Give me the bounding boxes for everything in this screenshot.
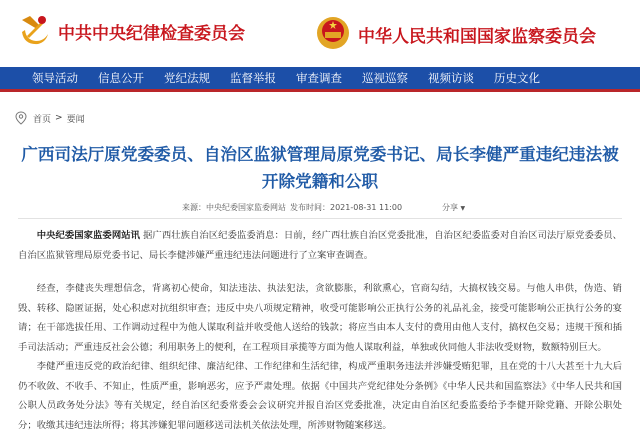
nav-item-report[interactable]: 监督举报 xyxy=(230,71,276,85)
nsc-logo[interactable] xyxy=(316,14,596,54)
nav-item-video[interactable]: 视频访谈 xyxy=(428,71,474,85)
share-button[interactable] xyxy=(442,202,465,213)
nav-item-regulations[interactable]: 党纪法规 xyxy=(164,71,210,85)
article-paragraph-3: 李健严重违反党的政治纪律、组织纪律、廉洁纪律、工作纪律和生活纪律，构成严重职务违法并涉嫌受贿犯罪，且在党的十八大甚至十九大后仍不收敛、不收手、不知止，性质严重，影响恶劣，应予严肃处理。依据《中国共产党纪律处分条例》《中华人民共和国监察法》《中华人民共和国公职人员政务处分法》等有关规定，经自治区纪委常委会会议研究并报自治区党委批准，决定由自治区纪委监委给予李健开除党籍、开除公职处分；收缴其违纪违法所得；将其涉嫌犯罪问题移送司法机关依法处理，所涉财物随案移送。 xyxy=(18,361,622,431)
nav-item-leadership[interactable]: 领导活动 xyxy=(32,71,78,85)
main-nav xyxy=(0,67,640,92)
breadcrumb-current[interactable]: 要闻 xyxy=(66,114,85,125)
article-paragraph-1 xyxy=(18,226,622,265)
paragraph-text: 据广西壮族自治区纪委监委消息：日前，经广西壮族自治区党委批准，自治区纪委监委对自治区司法厅原党委委员、自治区监狱管理局原党委书记、局长李健涉嫌严重违纪违法问题进行了立案审查调查。 xyxy=(18,230,622,261)
article-paragraph-2: 经查，李健丧失理想信念，背离初心使命，知法违法、执法犯法，贪欲膨胀，利欲熏心，官商勾结，大搞权钱交易。与他人串供，伪造、销毁、转移、隐匿证据，处心积虑对抗组织审查；违反中央八项规定精神，收受可能影响公正执行公务的礼品礼金，接受可能影响公正执行公务的宴请；在干部选拔任用、工作调动过程中为他人谋取利益并收受他人送给的钱款；将应当由本人支付的费用由他人支付，搞权色交易；违规干预和插手司法活动；严重违反社会公德；利用职务上的便利，在工程项目承揽等方面为他人谋取利益，单独或伙同他人非法收受财物，数额特别巨大。 xyxy=(18,283,622,353)
article-time: 发布时间：2021-08-31 11:00 xyxy=(290,203,403,212)
ccdi-name: 中共中央纪律检查委员会 xyxy=(58,23,245,44)
article-title: 广西司法厅原党委委员、自治区监狱管理局原党委书记、局长李健严重违纪违法被开除党籍和公职 xyxy=(21,145,619,191)
breadcrumb-home[interactable]: 首页 xyxy=(33,114,52,125)
share-label: 分享 xyxy=(442,203,458,212)
national-emblem-icon xyxy=(316,14,350,54)
chevron-down-icon: ▼ xyxy=(460,205,466,212)
breadcrumb-separator: > xyxy=(55,113,63,123)
site-header xyxy=(0,0,640,67)
breadcrumb xyxy=(15,111,85,125)
article-source: 来源：中央纪委国家监委网站 xyxy=(182,203,286,212)
divider xyxy=(18,218,622,219)
nsc-name: 中华人民共和国国家监察委员会 xyxy=(358,26,596,47)
nav-item-investigation[interactable]: 审查调查 xyxy=(296,71,342,85)
nav-item-history[interactable]: 历史文化 xyxy=(494,71,540,85)
nav-item-inspection[interactable]: 巡视巡察 xyxy=(362,71,408,85)
nav-item-info[interactable]: 信息公开 xyxy=(98,71,144,85)
party-emblem-icon xyxy=(16,14,50,48)
news-source-lead: 中央纪委国家监委网站讯 xyxy=(36,230,141,241)
location-pin-icon xyxy=(15,111,27,125)
ccdi-logo[interactable] xyxy=(16,14,245,48)
